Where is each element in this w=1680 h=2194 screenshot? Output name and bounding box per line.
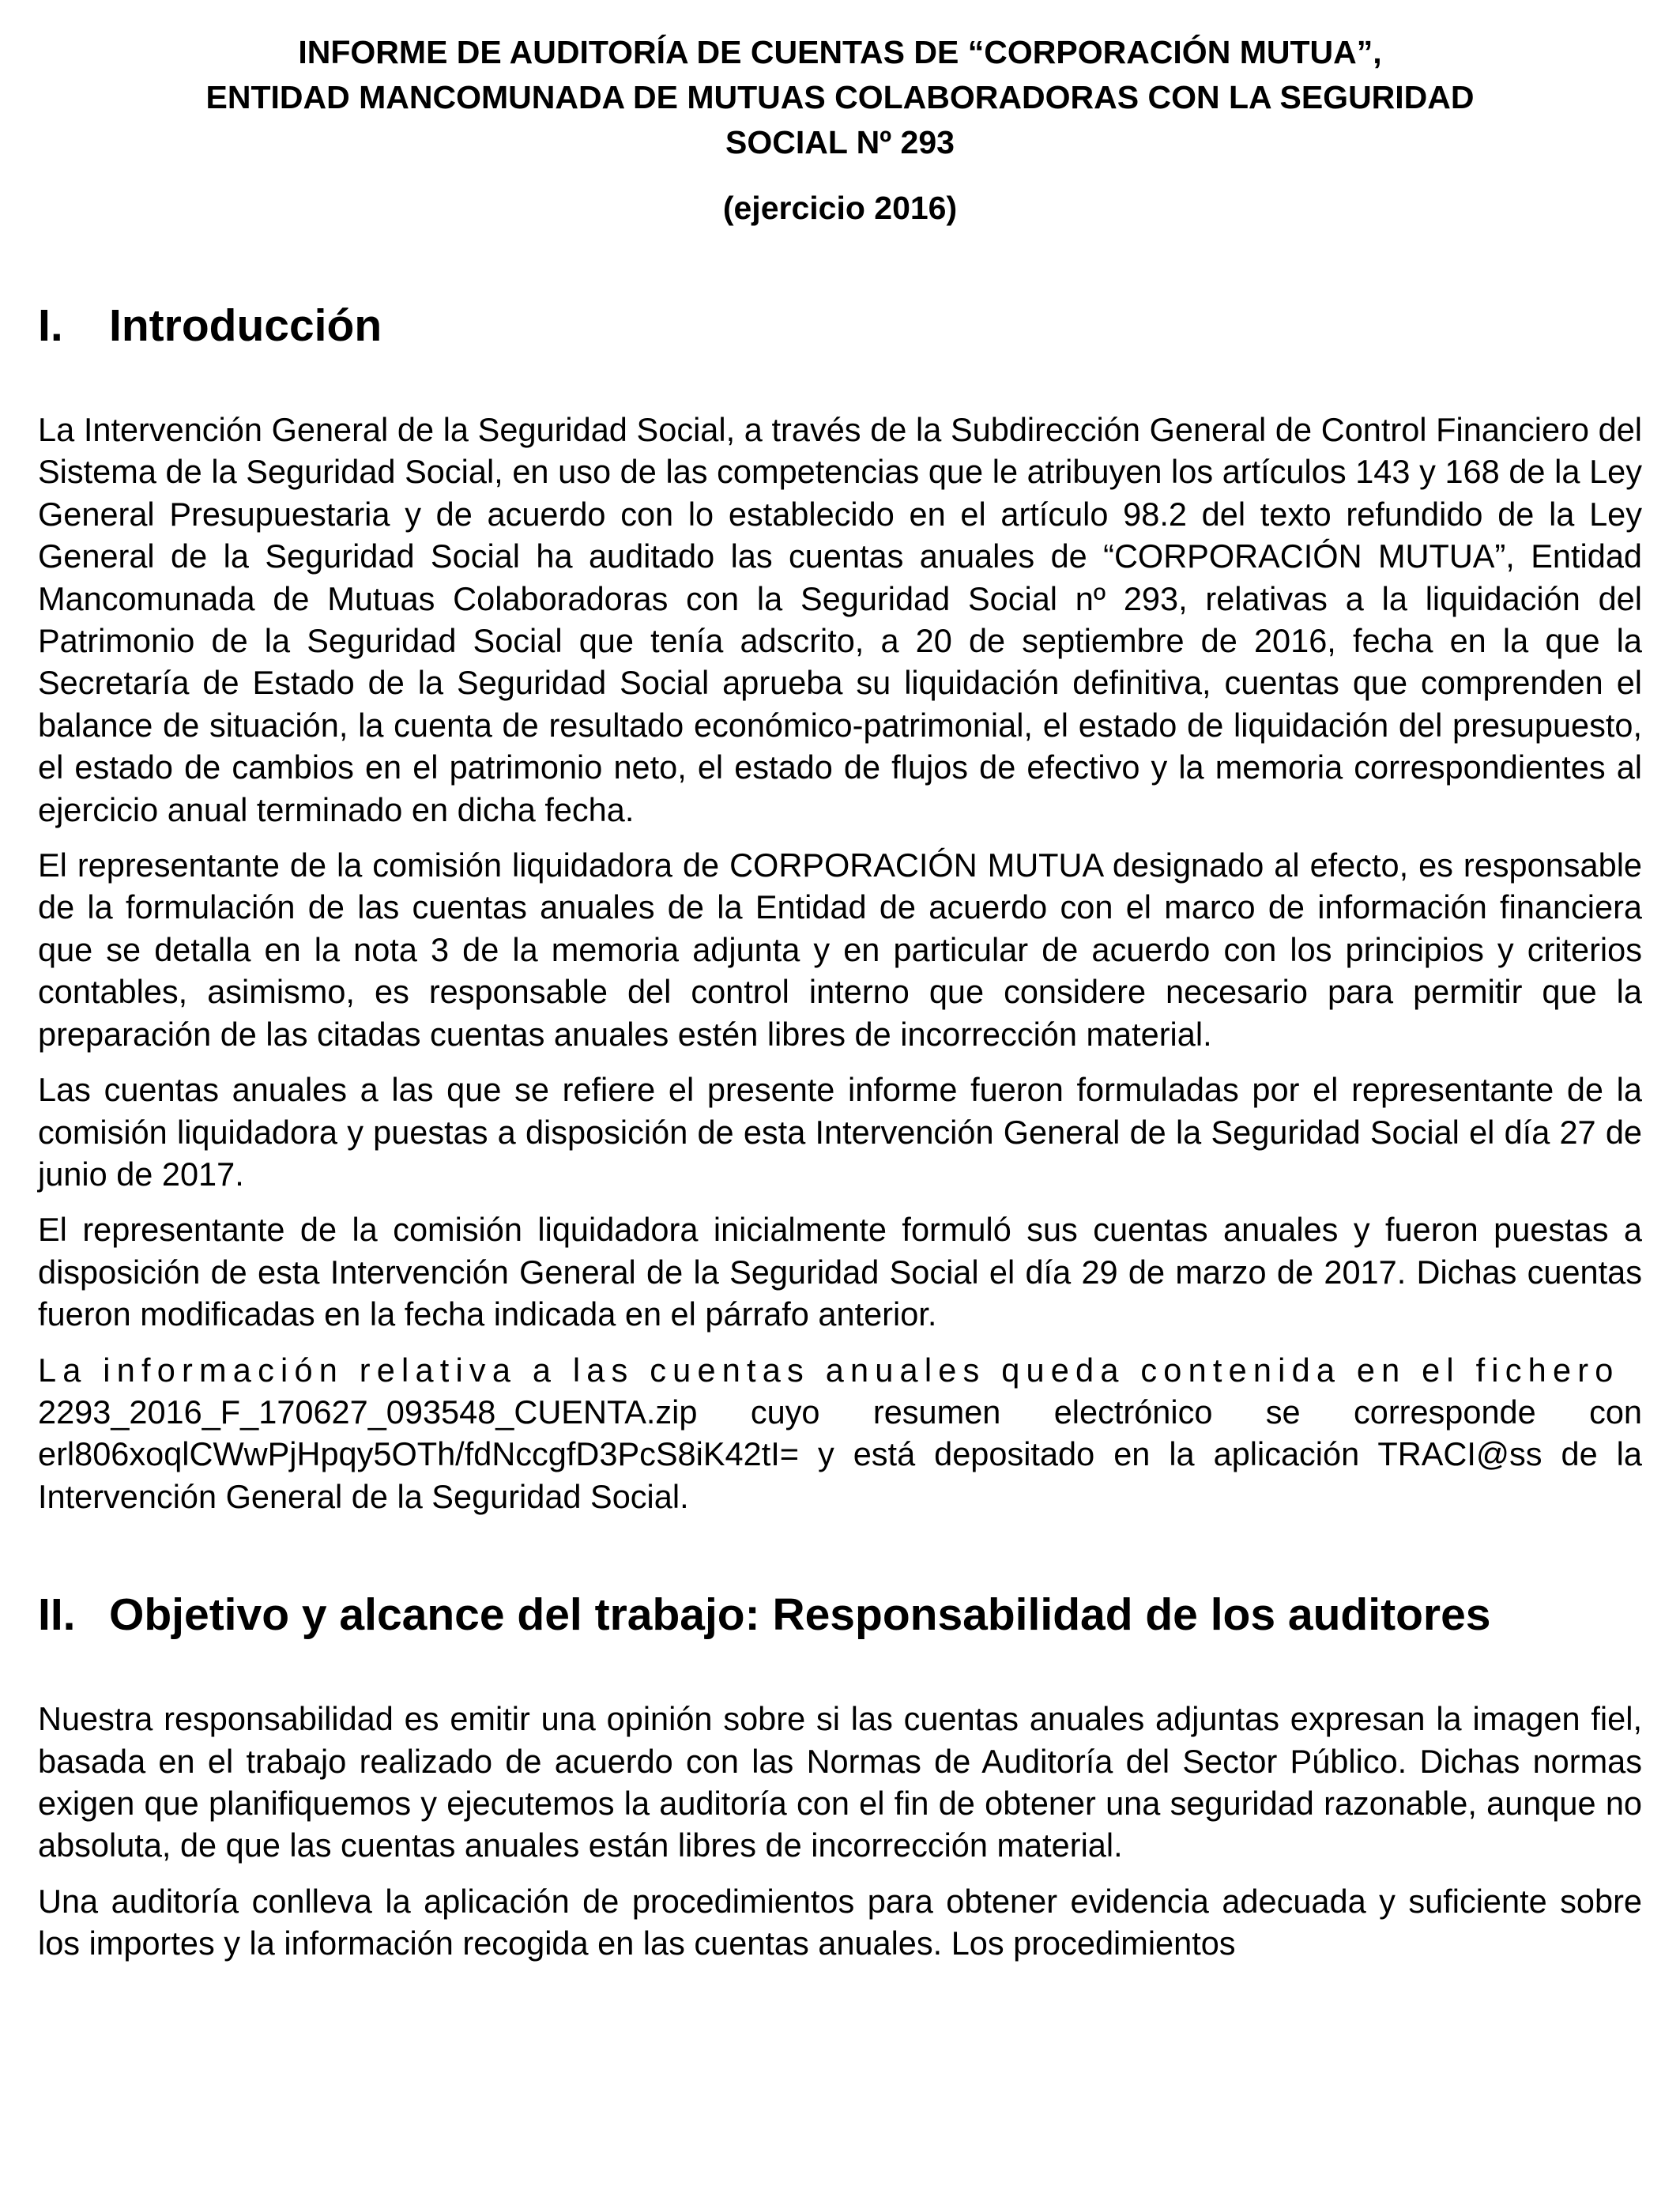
paragraph: El representante de la comisión liquidadora de CORPORACIÓN MUTUA designado al efecto, es responsable de la formulación de las cuentas anuales de la Entidad de acuerdo con el marco de información financiera que se detalla en la nota 3 de la memoria adjunta y en particular de acuerdo con los principios y criterios contables, asimismo, es responsable del control interno que considere necesario para permitir que la preparación de las citadas cuentas anuales estén libres de incorrección material.: [38, 846, 1642, 1053]
paragraph-file-info: [38, 1349, 1642, 1518]
section-heading-objetivo: [38, 1587, 1642, 1642]
paragraph-rest: 2293_2016_F_170627_093548_CUENTA.zip cuyo resumen electrónico se corresponde con erl806xoqlCWwPjHpqy5OTh/fdNccgfD3PcS8iK42tI= y está depositado en la aplicación TRACI@ss de la Intervención General de la Seguridad Social.: [38, 1393, 1642, 1515]
report-subtitle: (ejercicio 2016): [722, 190, 958, 226]
report-title-line-3: SOCIAL Nº 293: [725, 124, 955, 160]
report-title-line-2: ENTIDAD MANCOMUNADA DE MUTUAS COLABORADORAS CON LA SEGURIDAD: [205, 79, 1475, 115]
section-title: Objetivo y alcance del trabajo: Responsabilidad de los auditores: [109, 1589, 1491, 1641]
paragraph: Una auditoría conlleva la aplicación de procedimientos para obtener evidencia adecuada y suficiente sobre los importes y la información recogida en las cuentas anuales. Los procedimientos: [38, 1882, 1642, 1962]
paragraph: Nuestra responsabilidad es emitir una opinión sobre si las cuentas anuales adjuntas expresan la imagen fiel, basada en el trabajo realizado de acuerdo con las Normas de Auditoría del Sector Público. Dichas normas exigen que planifiquemos y ejecutemos la auditoría con el fin de obtener una seguridad razonable, aunque no absoluta, de que las cuentas anuales están libres de incorrección material.: [38, 1700, 1642, 1864]
section-title: Introducción: [109, 300, 382, 351]
paragraph-first-line: La información relativa a las cuentas anuales queda contenida en el fichero: [38, 1351, 1620, 1389]
section-heading-introduccion: [38, 298, 1642, 353]
paragraph: El representante de la comisión liquidadora inicialmente formuló sus cuentas anuales y fueron puestas a disposición de esta Intervención General de la Seguridad Social el día 29 de marzo de 2017. Dichas cuentas fueron modificadas en la fecha indicada en el párrafo anterior.: [38, 1211, 1642, 1333]
paragraph: Las cuentas anuales a las que se refiere el presente informe fueron formuladas por el representante de la comisión liquidadora y puestas a disposición de esta Intervención General de la Seguridad Social el día 27 de junio de 2017.: [38, 1071, 1642, 1193]
paragraph: La Intervención General de la Seguridad Social, a través de la Subdirección General de Control Financiero del Sistema de la Seguridad Social, en uso de las competencias que le atribuyen los artículos 143 y 168 de la Ley General Presupuestaria y de acuerdo con lo establecido en el artículo 98.2 del texto refundido de la Ley General de la Seguridad Social ha auditado las cuentas anuales de “CORPORACIÓN MUTUA”, Entidad Mancomunada de Mutuas Colaboradoras con la Seguridad Social nº 293, relativas a la liquidación del Patrimonio de la Seguridad Social que tenía adscrito, a 20 de septiembre de 2016, fecha en la que la Secretaría de Estado de la Seguridad Social aprueba su liquidación definitiva, cuentas que comprenden el balance de situación, la cuenta de resultado económico-patrimonial, el estado de liquidación del presupuesto, el estado de cambios en el patrimonio neto, el estado de flujos de efectivo y la memoria correspondientes al ejercicio anual terminado en dicha fecha.: [38, 411, 1642, 828]
section-number: II.: [38, 1589, 76, 1641]
section-number: I.: [38, 300, 63, 351]
report-title-line-1: INFORME DE AUDITORÍA DE CUENTAS DE “CORPORACIÓN MUTUA”,: [298, 34, 1382, 70]
